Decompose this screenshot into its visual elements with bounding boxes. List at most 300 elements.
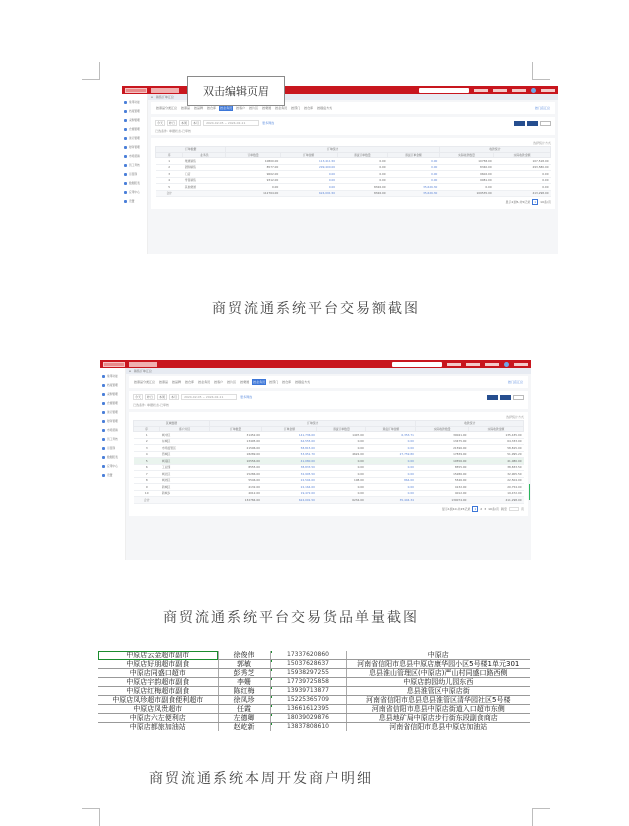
table-cell: 32,905.50 [468,471,523,478]
table-cell: 8 [134,477,160,484]
tab-sales-summary[interactable]: 销售订单汇总 [133,369,152,373]
store-summary-link[interactable]: 按门店汇总 [507,380,523,384]
crop-mark-top-right [532,62,550,80]
sidebar-item[interactable]: 档案管理 [122,107,147,116]
table-cell: 130074.00 [416,497,469,504]
table-cell[interactable]: 0.00 [388,158,440,165]
user-menu[interactable] [514,363,528,366]
stat-mode-select[interactable]: 选择统计方式 [532,141,551,145]
merchant-phone: 17739725858 [270,678,346,687]
table-cell[interactable]: 0.00 [280,171,337,178]
table-cell [183,190,226,197]
table-cell[interactable]: 0.00 [280,184,337,191]
merchant-name: 中原店云金超市副市 [98,651,218,660]
date-range-input[interactable]: 2024-02-05 ~ 2024-02-11 [181,394,237,400]
merchant-contact: 彭秀芝 [218,669,270,678]
nav-item[interactable]: 按片区 [249,106,259,110]
pagination: 显示1到10,共25记录 1 2 3 10条/页 跳至 页 [441,506,524,511]
table-cell: 19,472.00 [468,490,523,497]
table-cell[interactable]: 41,080.00 [262,458,317,465]
merchant-row [98,723,530,732]
selected-conditions: 已选条件: 单据状态-已审核 [155,129,192,133]
date-range-input[interactable]: 2024-02-05 ~ 2024-02-11 [203,120,259,126]
table-cell: 渠道销售 [183,158,226,165]
table-cell: 13495.00 [209,438,262,445]
table-cell: 6234.00 [317,497,366,504]
table-cell: 5546.00 [209,477,262,484]
sidebar-item[interactable]: 数据报表 [122,179,147,188]
table-cell: 0.00 [494,184,551,191]
merchant-row [98,714,530,723]
merchant-contact: 任霞 [218,705,270,714]
merchant-row [98,687,530,696]
table-cell[interactable]: 0.00 [366,484,416,491]
table-cell: 4012.00 [416,490,469,497]
nav-item[interactable]: 按商品分类汇总 [156,106,178,110]
table-cell[interactable]: 22,504.00 [262,477,317,484]
merchant-row [98,669,530,678]
merchant-address: 息县淮管区中原店街 [346,687,530,696]
table-cell: 8555.00 [416,464,469,471]
filter-chip[interactable]: 本周 [159,395,166,399]
table-cell: 9602.00 [226,171,280,178]
table-cell: 0.00 [317,484,366,491]
filter-chip[interactable]: 今天 [157,121,164,125]
table-cell: 21596.00 [209,445,262,452]
table-cell[interactable]: 624,091.50 [262,497,317,504]
merchant-phone: 13661612395 [270,705,346,714]
nav-item[interactable]: 按部门 [269,380,279,384]
table-cell: 市场监管区 [160,445,209,452]
menu-icon [124,164,127,167]
sidebar-item[interactable]: 财务管理 [122,143,147,152]
gear-icon [124,200,127,203]
more-filters-link[interactable]: 更多筛选 [262,121,275,125]
table-cell: 18289.00 [209,451,262,458]
table-cell[interactable]: 6,353.71 [366,432,416,439]
merchant-contact: 左德卿 [218,714,270,723]
nav-item[interactable]: 按仓库 [207,106,217,110]
table-cell: 5 [156,184,183,191]
nav-item[interactable]: 按客户 [214,380,224,384]
menu-icon [102,384,105,387]
report-table: 订单数据 订单统计 收款统计 序 业务员 订单数量 订单金额 退货订单数量 退货订单金额 实际收款数量 实际收款金额 1 渠道销售 10800.00 113,411.50 0.00 0.00 10758.00 107,518.00 2 团购销售 8577.00 299,400.00 0.00 0.00 8340.00 293,580.00 3 门店 9602.00 0.00 0.00 0.00 9602.00 0.00 4 零售销售 9312.00 0.00 0.00 0.00 9081.00 0.00 5 其他渠道 0.00 0.00 8326.00 35,626.30 0.00 0.00 合计 112764.00 624,091.50 8326.00 35,626.30 109535.00 413,298.00 [155,146,551,197]
merchant-address: 息县淮山管理区(中原店)严山村同盛口路西侧 [346,669,530,678]
table-cell: 8555.00 [209,464,262,471]
menu-icon [124,128,127,131]
table-cell[interactable]: 0.00 [366,438,416,445]
menu-icon [102,447,105,450]
table-cell[interactable]: 299,400.00 [280,164,337,171]
scrollbar[interactable] [529,484,530,500]
table-cell: 0.00 [439,184,493,191]
merchant-name: 中原店都旅加油站 [98,723,218,732]
table-cell: 15286.00 [209,471,262,478]
nav-item[interactable]: 按品牌 [172,380,182,384]
export-button[interactable] [527,121,538,126]
table-cell: 22,504.00 [468,477,523,484]
page-size-select[interactable]: 10条/页 [488,506,499,511]
store-summary-link[interactable]: 按门店汇总 [534,106,550,110]
page-button[interactable]: 2 [480,506,483,511]
topbar-link[interactable] [466,363,480,366]
merchant-name: 中原店六左便利店 [98,714,218,723]
sidebar-item[interactable]: 采购管理 [122,116,147,125]
nav-item-active[interactable]: 按业务员 [220,106,233,110]
table-cell: 9081.00 [439,177,493,184]
sidebar [100,368,126,560]
merchant-phone: 15225365709 [270,696,346,705]
table-cell[interactable]: 38,833.50 [262,464,317,471]
merchant-address: 中原店韵园幼儿园东西 [346,678,530,687]
menu-icon [124,137,127,140]
merchant-contact: 陈红梅 [218,687,270,696]
filter-panel [129,391,528,409]
more-filters-link[interactable]: 更多筛选 [240,395,253,399]
table-cell: 15286.00 [416,471,469,478]
nav-item[interactable]: 按部门 [291,106,301,110]
table-cell[interactable]: 0.00 [388,164,440,171]
export-button[interactable] [500,395,511,400]
table-cell: 8326.00 [337,184,388,191]
screenshot-goods-volume [100,360,531,560]
table-cell[interactable]: 624,091.50 [280,190,337,197]
menu-icon [102,375,105,378]
merchant-table [98,651,530,731]
crop-mark-bottom-left [82,808,100,826]
sidebar-item[interactable]: 设置 [122,197,147,206]
brand-logo [103,362,125,367]
avatar[interactable] [504,362,509,367]
total-row [134,497,524,504]
table-cell: 门店 [183,171,226,178]
app-logo [129,362,157,367]
menu-icon [102,438,105,441]
table-cell: 135,435.00 [468,432,523,439]
nav-item[interactable]: 按业务员 [275,106,288,110]
search-input[interactable] [392,362,442,367]
merchant-name: 中原店凤贵超市 [98,705,218,714]
table-cell: 38,833.50 [468,464,523,471]
table-cell: 东城区 [160,438,209,445]
page-button[interactable]: 1 [474,506,477,511]
table-cell: 64,333.00 [468,438,523,445]
nav-item[interactable]: 按渠道 [262,106,272,110]
table-cell[interactable]: 0.00 [388,171,440,178]
menu-icon [102,402,105,405]
table-cell: 112764.00 [226,190,280,197]
tab-bar [126,368,531,374]
table-cell: 6 [134,464,160,471]
table-cell[interactable]: 53,951.70 [262,451,317,458]
home-icon[interactable]: ⌂ [129,369,131,373]
merchant-phone: 15938297255 [270,669,346,678]
table-cell: 9 [134,484,160,491]
merchant-phone: 17337620860 [270,651,346,660]
menu-icon [124,119,127,122]
table-cell[interactable]: 0.00 [366,458,416,465]
sidebar-item[interactable]: 数据报表 [100,453,125,462]
merchant-contact: 赵屹新 [218,723,270,732]
merchant-contact: 李姗 [218,678,270,687]
sidebar-item[interactable]: 市场营销 [122,152,147,161]
table-cell: 109535.00 [439,190,493,197]
chart-icon [124,182,127,185]
table-cell: 城北区 [160,471,209,478]
sidebar-item[interactable]: 档案管理 [100,381,125,390]
screenshot-transaction-amount [122,86,558,254]
table-cell: 9312.00 [226,177,280,184]
topbar-link[interactable] [447,363,461,366]
sidebar-item[interactable]: 运营商 [122,170,147,179]
table-cell: 0.00 [317,464,366,471]
figure-caption: 商贸流通系统平台交易额截图 [212,301,420,317]
table-cell: 0.00 [337,177,388,184]
avatar[interactable] [531,88,536,93]
menu-icon [124,155,127,158]
edit-header-tooltip[interactable]: 双击编辑页眉 [187,76,285,106]
sidebar-item[interactable]: 采购管理 [100,390,125,399]
nav-item[interactable]: 按提货方式 [295,380,311,384]
table-cell: 4 [156,177,183,184]
table-cell[interactable]: 35,404.34 [366,497,416,504]
table-cell: 团购销售 [183,164,226,171]
table-cell: 21596.00 [416,445,469,452]
menu-icon [102,393,105,396]
merchant-name: 中原店红梅超市副食 [98,687,218,696]
sidebar-item[interactable]: 常用功能 [122,98,147,107]
nav-item[interactable]: 按业务员 [198,380,211,384]
tab-sales-summary[interactable]: 销售订单汇总 [155,95,174,99]
sidebar-item[interactable]: 进运管理 [100,408,125,417]
table-cell: 3 [134,445,160,452]
table-cell: 2 [156,164,183,171]
table-cell: 1 [134,432,160,439]
table-cell: 411,298.00 [468,497,523,504]
table-cell: 工业园 [160,464,209,471]
search-button[interactable] [514,121,525,126]
nav-item[interactable]: 按仓库 [185,380,195,384]
table-cell: 西城区 [160,451,209,458]
table-cell: 其他渠道 [183,184,226,191]
sidebar [122,94,148,254]
figure-caption: 商贸流通系统本周开发商户明细 [149,771,373,787]
table-cell: 0.00 [337,164,388,171]
nav-item-active[interactable]: 按业务员 [253,380,266,384]
sidebar-item[interactable]: 员工考核 [100,435,125,444]
table-cell: 4012.00 [209,490,262,497]
pagination: 显示1到5,共5记录 1 10条/页 [505,200,551,204]
table-cell: 8326.00 [337,190,388,197]
table-cell[interactable]: 19,472.00 [262,490,317,497]
table-cell[interactable]: 864.00 [366,477,416,484]
nav-item[interactable]: 按商品 [181,106,191,110]
table-cell[interactable]: 0.00 [280,177,337,184]
merchant-address: 河南省信阳市息县中原店街道入口超市东侧 [346,705,530,714]
merchant-name: 中原店好朋超市副食 [98,660,218,669]
merchant-contact: 徐凤珍 [218,696,270,705]
table-cell: 城中区 [160,432,209,439]
table-cell: 10 [134,490,160,497]
nav-item[interactable]: 按品牌 [194,106,204,110]
user-menu[interactable] [541,89,555,92]
table-cell[interactable]: 0.00 [388,177,440,184]
menu-icon [124,191,127,194]
sidebar-item[interactable]: 市场营销 [100,426,125,435]
table-cell: 0.00 [317,471,366,478]
table-cell[interactable]: 0.00 [366,490,416,497]
crop-mark-top-left [82,62,100,80]
page-button[interactable]: 1 [534,200,537,204]
table-cell[interactable]: 141,736.00 [262,432,317,439]
merchant-contact: 徐俊伟 [218,651,270,660]
filter-chip[interactable]: 今天 [135,395,142,399]
nav-item[interactable]: 按提货方式 [317,106,333,110]
table-cell: 0.00 [317,438,366,445]
menu-icon [102,465,105,468]
column-settings-button[interactable] [513,395,524,400]
nav-item[interactable]: 按商品 [159,380,169,384]
merchant-address: 河南省信阳市息县息县淮管区清华园社区5号楼 [346,696,530,705]
topbar-link[interactable] [485,363,499,366]
menu-icon [124,110,127,113]
column-settings-button[interactable] [540,121,551,126]
table-cell[interactable]: 32,905.50 [262,471,317,478]
table-cell: 5546.00 [416,477,469,484]
sidebar-item[interactable]: 进运管理 [122,134,147,143]
merchant-address: 河南省信阳市息县中原店康华园小区5号楼1单元301 [346,660,530,669]
merchant-name: 中原店凤珍超市副食便利超市 [98,696,218,705]
table-cell[interactable]: 27,759.80 [366,451,416,458]
merchant-row [98,678,530,687]
table-cell[interactable]: 0.00 [366,471,416,478]
table-cell[interactable]: 113,411.50 [280,158,337,165]
table-cell[interactable]: 64,555.00 [262,438,317,445]
search-button[interactable] [487,395,498,400]
table-cell: 3 [156,171,183,178]
sidebar-item[interactable]: 仓储管理 [122,125,147,134]
table-cell: 8340.00 [439,164,493,171]
table-cell: 31452.00 [209,432,262,439]
nav-item[interactable]: 按仓库 [304,106,314,110]
table-cell: 1 [156,158,183,165]
nav-item[interactable]: 按仓库 [282,380,292,384]
sidebar-item[interactable]: 设置 [100,471,125,480]
table-cell: 4 [134,451,160,458]
filter-chip[interactable]: 本月 [171,395,178,399]
menu-icon [102,429,105,432]
report-table-panel [129,412,528,516]
sidebar-item[interactable]: 应用中心 [100,462,125,471]
filter-chip[interactable]: 昨日 [147,395,154,399]
menu-icon [124,173,127,176]
table-cell: 107,518.00 [494,158,551,165]
table-cell: 2 [134,438,160,445]
table-cell: 新城乡 [160,490,209,497]
table-cell: 293,580.00 [494,164,551,171]
merchant-phone: 18039029876 [270,714,346,723]
search-input[interactable] [419,88,469,93]
filter-chip[interactable]: 昨日 [169,121,176,125]
merchant-phone: 13939713877 [270,687,346,696]
table-cell: 0.00 [317,458,366,465]
menu-icon [102,411,105,414]
table-cell: 4622.00 [317,451,366,458]
brand-logo [125,88,147,93]
filter-panel [151,117,555,135]
table-cell: 零售销售 [183,177,226,184]
table-cell[interactable]: 0.00 [366,464,416,471]
sidebar-item[interactable]: 财务管理 [100,417,125,426]
total-row [156,190,551,197]
table-cell: 13475.00 [416,438,469,445]
report-table: 区域数据 订单统计 收款统计 序 客户片区 订单数量 订单金额 退货订单数量 退货订单金额 实际收款数量 实际收款金额 1 城中区 31452.00 141,736.00 1407.00 6,353.71 30041.00 135,435.00 2 东城区 13495.00 64,555.00 0.00 0.00 13475.00 64,333.00 3 市场监管区 21596.00 58,815.00 0.00 0.00 21596.00 58,815.00 4 西城区 18289.00 53,951.70 4622.00 27,759.80 17839.00 51,995.20 5 城南区 10556.00 41,080.00 0.00 0.00 10556.00 41,080.00 6 工业园 8555.00 38,833.50 0.00 0.00 8555.00 38,833.50 7 城北区 15286.00 32,905.50 0.00 0.00 15286.00 32,905.50 8 城郊区 5546.00 22,504.00 108.00 864.00 5546.00 22,504.00 9 新城区 4132.00 22,164.00 0.00 0.00 4132.00 20,754.00 10 新城乡 4012.00 19,472.00 0.00 0.00 4012.00 19,472.00 合计 132784.00 624,091.50 6234.00 35,404.34 130074.00 411,298.00 [133,420,524,504]
table-cell [160,497,209,504]
topbar-link[interactable] [493,89,507,92]
chart-icon [102,456,105,459]
merchant-contact: 郭敏 [218,660,270,669]
table-cell[interactable]: 22,164.00 [262,484,317,491]
app-logo [151,88,179,93]
stat-mode-select[interactable]: 选择统计方式 [505,415,524,419]
table-cell: 10556.00 [209,458,262,465]
merchant-phone: 15037628637 [270,660,346,669]
report-nav [129,376,528,388]
table-cell: 30041.00 [416,432,469,439]
table-cell: 41,080.00 [468,458,523,465]
nav-item[interactable]: 按商品分类汇总 [134,380,156,384]
topbar-link[interactable] [512,89,526,92]
gear-icon [102,474,105,477]
sidebar-item[interactable]: 应用中心 [122,188,147,197]
sidebar-item[interactable]: 运营商 [100,444,125,453]
table-cell: 城郊区 [160,477,209,484]
sidebar-item[interactable]: 常用功能 [100,372,125,381]
table-cell[interactable]: 58,815.00 [262,445,317,452]
merchant-row [98,660,530,669]
table-cell: 5 [134,458,160,465]
sidebar-item[interactable]: 员工考核 [122,161,147,170]
filter-chip[interactable]: 本周 [181,121,188,125]
nav-item[interactable]: 按客户 [236,106,246,110]
table-cell: 7 [134,471,160,478]
home-icon[interactable]: ⌂ [151,95,153,99]
merchant-name: 中原店宇韵超市副食 [98,678,218,687]
nav-item[interactable]: 按渠道 [240,380,250,384]
filter-chip[interactable]: 本月 [193,121,200,125]
nav-item[interactable]: 按片区 [227,380,237,384]
table-cell[interactable]: 0.00 [366,445,416,452]
table-cell: 132784.00 [209,497,262,504]
table-cell: 0.00 [337,171,388,178]
menu-icon [124,146,127,149]
menu-icon [102,420,105,423]
crop-mark-bottom-right [532,808,550,826]
table-cell[interactable]: 35,626.30 [388,190,440,197]
topbar-link[interactable] [474,89,488,92]
merchant-address: 河南省信阳市息县中原店加油站 [389,723,488,731]
table-cell: 0.00 [494,171,551,178]
page-button[interactable]: 3 [484,506,487,511]
table-cell[interactable]: 35,626.30 [388,184,440,191]
table-cell: 9602.00 [439,171,493,178]
sidebar-item[interactable]: 仓储管理 [100,399,125,408]
table-cell: 58,815.00 [468,445,523,452]
page-size-select[interactable]: 10条/页 [540,200,551,204]
table-cell: 4132.00 [209,484,262,491]
goto-page-input[interactable] [509,507,519,511]
merchant-address: 中原店 [346,651,530,660]
